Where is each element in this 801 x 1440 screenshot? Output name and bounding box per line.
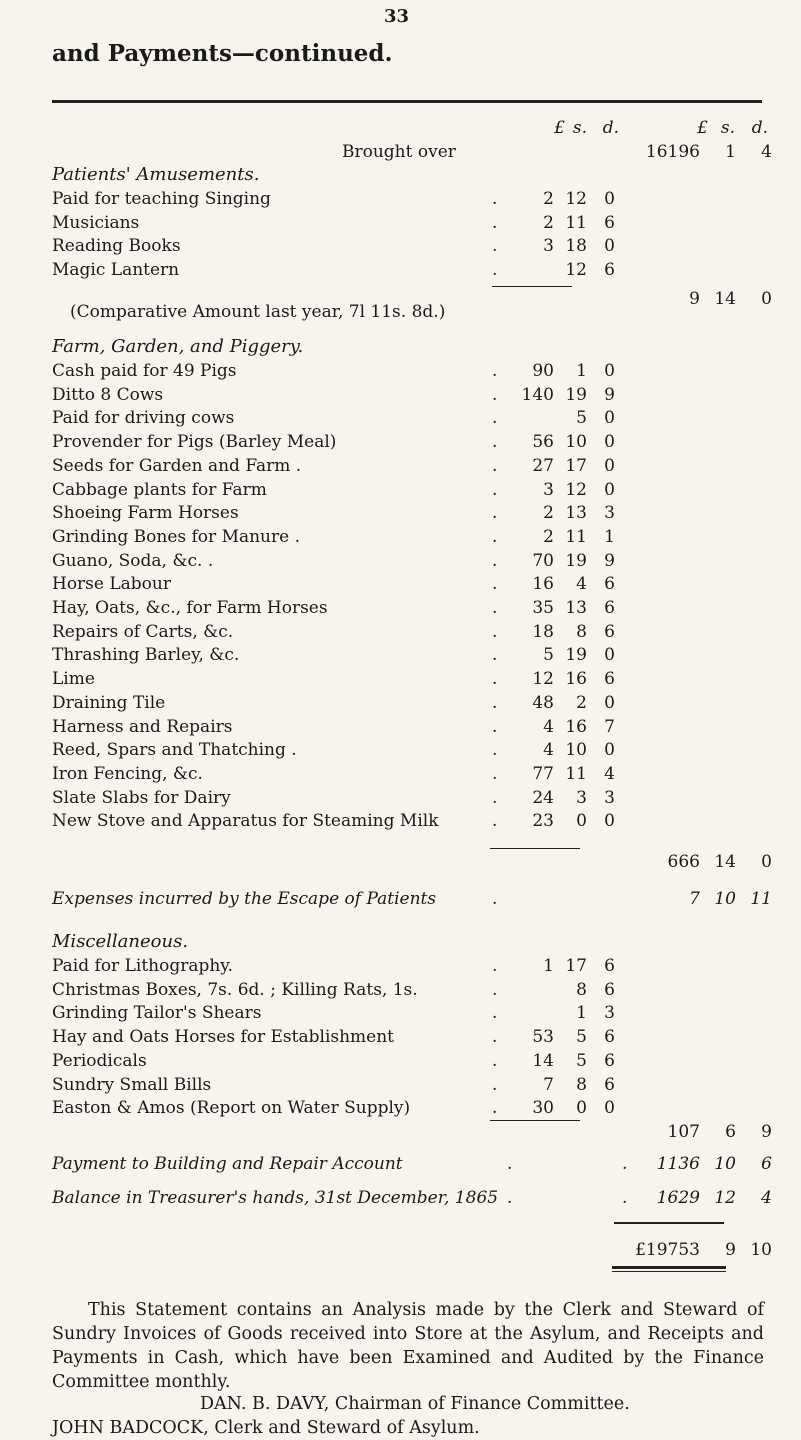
- item-label: Grinding Bones for Manure .: [52, 526, 301, 547]
- leader-dot: .: [492, 787, 498, 808]
- amusements-total: 9 14 0: [689, 289, 772, 309]
- leader-dot: .: [492, 479, 498, 500]
- item-label: Ditto 8 Cows: [52, 384, 164, 405]
- escape-row: Expenses incurred by the Escape of Patients . 7 10 11: [52, 889, 772, 909]
- item-shillings: 12: [565, 189, 587, 209]
- item-pounds: 140: [521, 384, 554, 405]
- item-shillings: 17: [565, 956, 587, 976]
- page-header: and Payments—continued.: [52, 40, 393, 67]
- leader-dot: .: [492, 550, 498, 571]
- amusements-title: Patients' Amusements.: [52, 164, 260, 185]
- farm-row: [52, 691, 772, 715]
- item-pence: 9: [604, 550, 615, 571]
- item-pounds: 16: [532, 574, 554, 595]
- item-shillings: 8: [576, 979, 587, 1000]
- signature-chairman: DAN. B. DAVY, Chairman of Finance Committee.: [200, 1394, 630, 1414]
- misc-row: [52, 1096, 772, 1120]
- item-shillings: 4: [576, 574, 587, 595]
- item-pence: 0: [604, 740, 615, 761]
- item-shillings: 12: [565, 479, 587, 500]
- item-pounds: 14: [532, 1050, 554, 1071]
- item-shillings: 19: [565, 384, 587, 405]
- leader-dot: .: [492, 212, 498, 233]
- item-label: Harness and Repairs: [52, 716, 233, 737]
- item-pounds: 24: [532, 787, 554, 808]
- item-pounds: 2: [543, 212, 554, 233]
- item-label: Seeds for Garden and Farm .: [52, 455, 302, 476]
- item-pence: 6: [604, 621, 615, 642]
- item-pence: 6: [604, 212, 615, 233]
- farm-row: [52, 572, 772, 596]
- item-shillings: 11: [565, 526, 587, 547]
- farm-row: [52, 738, 772, 762]
- item-shillings: 5: [576, 408, 587, 429]
- item-shillings: 11: [565, 763, 587, 784]
- leader-dot: .: [492, 1050, 498, 1071]
- misc-row: [52, 1049, 772, 1073]
- item-shillings: 1: [576, 361, 587, 381]
- item-label: Shoeing Farm Horses: [52, 503, 239, 524]
- signature-clerk: JOHN BADCOCK, Clerk and Steward of Asylum.: [52, 1418, 480, 1438]
- item-pence: 6: [604, 598, 615, 618]
- item-pence: 4: [604, 763, 615, 784]
- item-pence: 0: [604, 692, 615, 713]
- item-pounds: 2: [543, 189, 554, 209]
- item-label: Christmas Boxes, 7s. 6d. ; Killing Rats, 1s.: [52, 979, 418, 1000]
- item-pence: 7: [604, 716, 615, 737]
- farm-row: [52, 620, 772, 644]
- leader-dot: .: [492, 716, 498, 737]
- item-pence: 6: [604, 1027, 615, 1048]
- item-shillings: 13: [565, 503, 587, 524]
- item-pence: 0: [604, 361, 615, 381]
- misc-row: [52, 1073, 772, 1097]
- item-label: Thrashing Barley, &c.: [52, 645, 240, 666]
- misc-row: [52, 1001, 772, 1025]
- item-pence: 3: [604, 787, 615, 808]
- item-pence: 6: [604, 1074, 615, 1095]
- item-pence: 3: [604, 503, 615, 524]
- leader-dot: .: [492, 763, 498, 784]
- item-shillings: 0: [576, 811, 587, 832]
- item-label: Iron Fencing, &c.: [52, 763, 203, 784]
- leader-dot: .: [492, 408, 498, 429]
- leader-dot: .: [492, 979, 498, 1000]
- item-label: Reading Books: [52, 236, 181, 257]
- item-pence: 0: [604, 236, 615, 257]
- item-pence: 1: [604, 526, 615, 547]
- farm-row: [52, 809, 772, 833]
- farm-row: [52, 501, 772, 525]
- item-shillings: 3: [576, 787, 587, 808]
- leader-dot: .: [492, 1074, 498, 1095]
- leader-dot: .: [492, 432, 498, 453]
- item-label: Paid for Lithography.: [52, 956, 234, 976]
- farm-row: [52, 762, 772, 786]
- item-shillings: 11: [565, 212, 587, 233]
- item-pounds: 12: [532, 669, 554, 690]
- item-shillings: 8: [576, 621, 587, 642]
- item-label: Periodicals: [52, 1050, 147, 1071]
- item-label: New Stove and Apparatus for Steaming Milk: [52, 811, 439, 832]
- leader-dot: .: [492, 1027, 498, 1048]
- item-label: Easton & Amos (Report on Water Supply): [52, 1098, 411, 1119]
- leader-dot: .: [492, 740, 498, 761]
- page-number: 33: [384, 6, 410, 27]
- misc-title: Miscellaneous.: [52, 931, 189, 952]
- item-pounds: 3: [543, 479, 554, 500]
- leader-dot: .: [492, 956, 498, 976]
- misc-row: [52, 978, 772, 1002]
- grand-total: £19753 9 10: [635, 1240, 772, 1260]
- item-shillings: 5: [576, 1050, 587, 1071]
- amusement-row: [52, 187, 772, 211]
- item-pence: 0: [604, 408, 615, 429]
- item-pounds: 30: [532, 1098, 554, 1119]
- leader-dot: .: [492, 574, 498, 595]
- item-pence: 0: [604, 189, 615, 209]
- leader-dot: .: [492, 598, 498, 618]
- item-label: Paid for teaching Singing: [52, 189, 271, 209]
- farm-row: [52, 383, 772, 407]
- item-shillings: 0: [576, 1098, 587, 1119]
- item-pence: 6: [604, 260, 615, 281]
- grand-total-double-rule-2: [612, 1271, 726, 1272]
- item-label: Paid for driving cows: [52, 408, 235, 429]
- item-label: Horse Labour: [52, 574, 171, 595]
- item-pounds: 23: [532, 811, 554, 832]
- item-pence: 6: [604, 956, 615, 976]
- farm-subtotal-line: [490, 848, 580, 849]
- item-pence: 6: [604, 1050, 615, 1071]
- balance-row: Balance in Treasurer's hands, 31st December, 1865 . . 1629 12 4: [52, 1188, 772, 1208]
- item-shillings: 10: [565, 432, 587, 453]
- farm-row: [52, 454, 772, 478]
- item-label: Cabbage plants for Farm: [52, 479, 267, 500]
- column-heads: £ s. d. £ s. d.: [554, 118, 768, 138]
- item-label: Provender for Pigs (Barley Meal): [52, 432, 337, 453]
- farm-title: Farm, Garden, and Piggery.: [52, 336, 304, 357]
- item-pounds: 56: [532, 432, 554, 453]
- item-pence: 0: [604, 432, 615, 453]
- leader-dot: .: [492, 645, 498, 666]
- header-rule: [52, 100, 762, 103]
- farm-row: [52, 596, 772, 620]
- brought-over-row: Brought over 16196 1 4: [342, 142, 772, 162]
- item-pence: 3: [604, 1003, 615, 1024]
- misc-row: [52, 954, 772, 978]
- item-label: Cash paid for 49 Pigs: [52, 361, 237, 381]
- item-label: Guano, Soda, &c. .: [52, 550, 214, 571]
- farm-row: [52, 549, 772, 573]
- item-pence: 6: [604, 574, 615, 595]
- item-label: Magic Lantern: [52, 260, 180, 281]
- leader-dot: .: [492, 621, 498, 642]
- item-label: Hay, Oats, &c., for Farm Horses: [52, 598, 328, 618]
- item-pence: 6: [604, 979, 615, 1000]
- item-label: Sundry Small Bills: [52, 1074, 212, 1095]
- farm-row: [52, 643, 772, 667]
- item-label: Slate Slabs for Dairy: [52, 787, 231, 808]
- item-pounds: 2: [543, 503, 554, 524]
- item-shillings: 10: [565, 740, 587, 761]
- item-pounds: 4: [543, 740, 554, 761]
- item-label: Hay and Oats Horses for Establishment: [52, 1027, 395, 1048]
- item-label: Lime: [52, 669, 95, 690]
- leader-dot: .: [492, 526, 498, 547]
- item-shillings: 8: [576, 1074, 587, 1095]
- farm-row: [52, 525, 772, 549]
- farm-row: [52, 406, 772, 430]
- leader-dot: .: [492, 361, 498, 381]
- leader-dot: .: [492, 692, 498, 713]
- item-shillings: 17: [565, 455, 587, 476]
- item-pounds: 27: [532, 455, 554, 476]
- item-pounds: 18: [532, 621, 554, 642]
- item-pounds: 3: [543, 236, 554, 257]
- item-pounds: 5: [543, 645, 554, 666]
- item-pounds: 77: [532, 763, 554, 784]
- farm-row: [52, 478, 772, 502]
- item-shillings: 18: [565, 236, 587, 257]
- item-pounds: 48: [532, 692, 554, 713]
- leader-dot: .: [492, 1003, 498, 1024]
- item-pounds: 4: [543, 716, 554, 737]
- item-pounds: 70: [532, 550, 554, 571]
- leader-dot: .: [492, 260, 498, 281]
- farm-row: [52, 359, 772, 383]
- item-pounds: 90: [532, 361, 554, 381]
- item-shillings: 16: [565, 716, 587, 737]
- leader-dot: .: [492, 189, 498, 209]
- leader-dot: .: [492, 236, 498, 257]
- item-pounds: 53: [532, 1027, 554, 1048]
- item-pounds: 7: [543, 1074, 554, 1095]
- item-pence: 0: [604, 479, 615, 500]
- item-pounds: 35: [532, 598, 554, 618]
- item-label: Repairs of Carts, &c.: [52, 621, 234, 642]
- misc-row: [52, 1025, 772, 1049]
- item-pence: 6: [604, 669, 615, 690]
- item-shillings: 16: [565, 669, 587, 690]
- item-shillings: 2: [576, 692, 587, 713]
- item-shillings: 12: [565, 260, 587, 281]
- building-row: Payment to Building and Repair Account . . 1136 10 6: [52, 1154, 772, 1174]
- item-pence: 0: [604, 1098, 615, 1119]
- item-label: Reed, Spars and Thatching .: [52, 740, 297, 761]
- item-label: Grinding Tailor's Shears: [52, 1003, 262, 1024]
- grand-total-line: [614, 1222, 724, 1224]
- amusement-row: [52, 211, 772, 235]
- leader-dot: .: [492, 384, 498, 405]
- leader-dot: .: [492, 503, 498, 524]
- amusement-row: [52, 234, 772, 258]
- statement-paragraph: This Statement contains an Analysis made by the Clerk and Steward of Sundry Invoices of Goods received into Store at the Asylum, and Receipts and Payments in Cash, which have been Examined and Audited by the Finance Committee monthly.: [52, 1300, 764, 1392]
- leader-dot: .: [492, 1098, 498, 1119]
- item-pounds: 2: [543, 526, 554, 547]
- item-shillings: 19: [565, 645, 587, 666]
- item-pence: 9: [604, 384, 615, 405]
- item-pence: 0: [604, 455, 615, 476]
- item-label: Musicians: [52, 212, 140, 233]
- item-label: Draining Tile: [52, 692, 166, 713]
- farm-row: [52, 430, 772, 454]
- item-shillings: 5: [576, 1027, 587, 1048]
- item-pounds: 1: [543, 956, 554, 976]
- farm-row: [52, 667, 772, 691]
- item-pence: 0: [604, 811, 615, 832]
- leader-dot: .: [492, 669, 498, 690]
- farm-row: [52, 715, 772, 739]
- comparative-amount: (Comparative Amount last year, 7l 11s. 8d.): [70, 302, 446, 322]
- leader-dot: .: [492, 455, 498, 476]
- farm-row: [52, 786, 772, 810]
- leader-dot: .: [492, 811, 498, 832]
- item-shillings: 1: [576, 1003, 587, 1024]
- item-shillings: 13: [565, 598, 587, 618]
- item-shillings: 19: [565, 550, 587, 571]
- amusement-row: [52, 258, 772, 282]
- item-pence: 0: [604, 645, 615, 666]
- misc-total: 107 6 9: [667, 1122, 772, 1142]
- farm-total: 666 14 0: [667, 852, 772, 872]
- grand-total-double-rule: [612, 1266, 726, 1269]
